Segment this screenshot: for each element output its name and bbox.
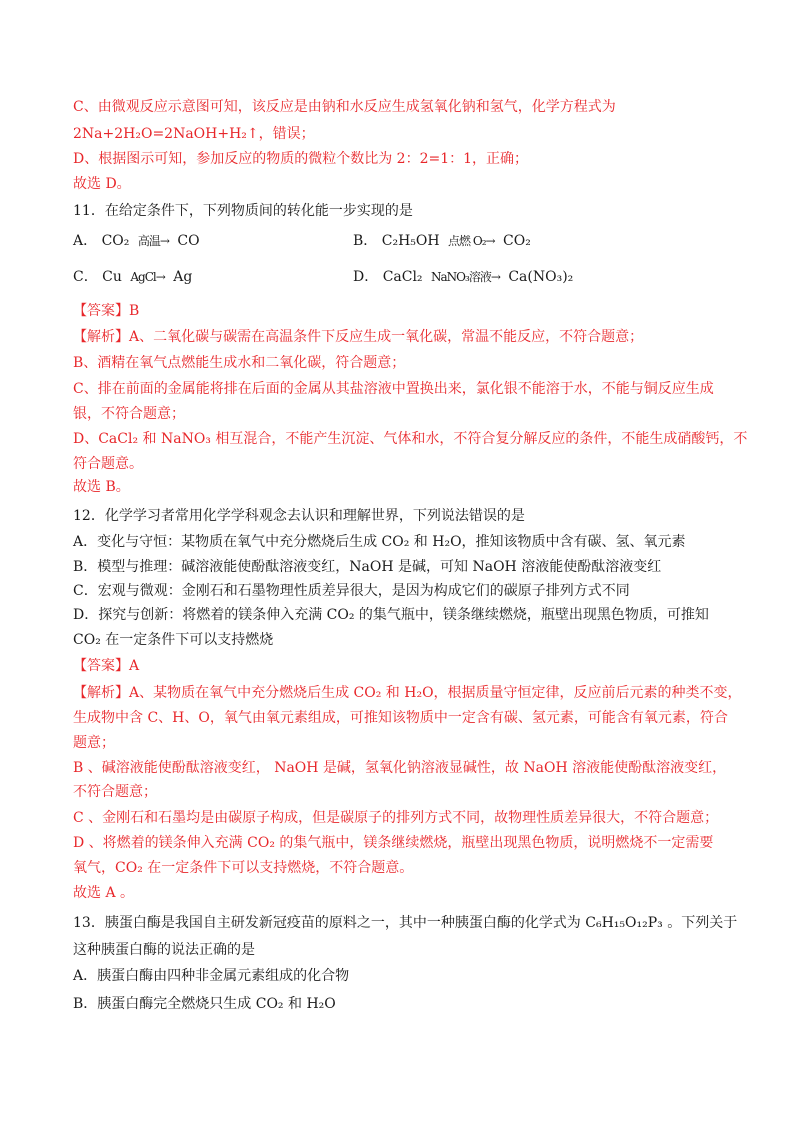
q11-d-arrow: NaNO₃溶液→ [431, 270, 500, 284]
prev-explanation-c-line1: C、由微观反应示意图可知，该反应是由钠和水反应生成氢氧化钠和氢气，化学方程式为 [73, 99, 616, 115]
q13-stem-line2: 这种胰蛋白酶的说法正确的是 [73, 942, 255, 958]
q11-d-to: Ca(NO₃)₂ [508, 269, 574, 285]
q11-c-condition: AgCl [130, 270, 156, 284]
prev-explanation-d: D、根据图示可知，参加反应的物质的微粒个数比为 2：2=1：1，正确； [73, 151, 529, 167]
prev-explanation-c-line2: 2Na+2H₂O=2NaOH+H₂↑，错误； [73, 126, 315, 142]
q11-a-arrow: 高温→ [137, 234, 169, 248]
q11-b-from: C₂H₅OH [381, 233, 440, 249]
q12-option-c: C．宏观与微观：金刚石和石墨物理性质差异很大，是因为构成它们的碳原子排列方式不同 [73, 583, 630, 599]
q11-d-from: CaCl₂ [382, 269, 423, 285]
q12-answer: 【答案】A [73, 658, 140, 674]
q11-explanation-line5: D、CaCl₂ 和 NaNO₃ 相互混合，不能产生沉淀、气体和水，不符合复分解反应的条件，不能生成硝酸钙，不 [73, 431, 748, 447]
q11-a-condition: 高温 [137, 234, 160, 248]
q11-option-d [353, 267, 573, 287]
q11-stem: 11．在给定条件下，下列物质间的转化能一步实现的是 [73, 203, 413, 219]
q11-option-a [73, 231, 200, 251]
q12-explanation-line4: B 、碱溶液能使酚酞溶液变红， NaOH 是碱，氢氧化钠溶液显碱性，故 NaOH 溶液能使酚酞溶液变红， [73, 760, 727, 776]
q11-d-label: D． [353, 269, 379, 285]
q11-b-to: CO₂ [503, 233, 531, 249]
q11-explanation-line2: B、酒精在氧气点燃能生成水和二氧化碳，符合题意； [73, 355, 406, 371]
q12-stem: 12．化学学习者常用化学学科观念去认识和理解世界，下列说法错误的是 [73, 508, 525, 524]
q12-option-b: B．模型与推理：碱溶液能使酚酞溶液变红，NaOH 是碱，可知 NaOH 溶液能使酚酞溶液变红 [73, 559, 662, 575]
q11-a-to: CO [177, 233, 200, 249]
q12-choose: 故选 A 。 [73, 885, 135, 901]
q11-explanation-line1: 【解析】A、二氧化碳与碳需在高温条件下反应生成一氧化碳，常温不能反应，不符合题意； [73, 329, 644, 345]
q12-explanation-line3: 题意； [73, 735, 115, 751]
q12-explanation-line8: 氧气，CO₂ 在一定条件下可以支持燃烧，不符合题意。 [73, 860, 414, 876]
q11-option-c [73, 267, 192, 287]
q11-b-condition: 点燃 O₂ [448, 234, 486, 248]
q11-explanation-line4: 银，不符合题意； [73, 406, 185, 422]
q11-b-arrow: 点燃 O₂→ [448, 234, 495, 248]
q11-c-from: Cu [102, 269, 122, 285]
q11-answer: 【答案】B [73, 303, 140, 319]
q13-stem-line1: 13．胰蛋白酶是我国自主研发新冠疫苗的原料之一，其中一种胰蛋白酶的化学式为 C₆H₁₅O₁₂P₃ 。下列关于 [73, 915, 738, 931]
q11-explanation-line6: 符合题意。 [73, 456, 143, 472]
prev-choose: 故选 D。 [73, 176, 131, 192]
q11-a-label: A． [73, 233, 98, 249]
q12-explanation-line7: D 、将燃着的镁条伸入充满 CO₂ 的集气瓶中，镁条继续燃烧，瓶壁出现黑色物质，说明燃烧不一定需要 [73, 835, 714, 851]
q12-explanation-line6: C 、金刚石和石墨均是由碳原子构成，但是碳原子的排列方式不同，故物理性质差异很大，不符合题意； [73, 810, 719, 826]
q11-c-arrow: AgCl→ [130, 270, 165, 284]
q11-c-to: Ag [173, 269, 193, 285]
q11-choose: 故选 B。 [73, 479, 130, 495]
q11-d-condition: NaNO₃溶液 [431, 270, 491, 284]
q11-c-label: C． [73, 269, 98, 285]
q11-b-label: B． [353, 233, 378, 249]
q11-explanation-line3: C、排在前面的金属能将排在后面的金属从其盐溶液中置换出来，氯化银不能溶于水，不能与铜反应生成 [73, 381, 714, 397]
q13-option-b: B．胰蛋白酶完全燃烧只生成 CO₂ 和 H₂O [73, 996, 336, 1012]
q12-explanation-line2: 生成物中含 C、H、O，氧气由氧元素组成，可推知该物质中一定含有碳、氢元素，可能含有氧元素，符合 [73, 710, 728, 726]
q12-explanation-line1: 【解析】A、某物质在氧气中充分燃烧后生成 CO₂ 和 H₂O，根据质量守恒定律，反应前后元素的种类不变， [73, 685, 742, 701]
q11-a-from: CO₂ [101, 233, 130, 249]
q12-option-d-line1: D．探究与创新：将燃着的镁条伸入充满 CO₂ 的集气瓶中，镁条继续燃烧，瓶壁出现黑色物质，可推知 [73, 607, 709, 623]
q13-option-a: A．胰蛋白酶由四种非金属元素组成的化合物 [73, 968, 350, 984]
q12-option-d-line2: CO₂ 在一定条件下可以支持燃烧 [73, 632, 274, 648]
q12-option-a: A．变化与守恒：某物质在氧气中充分燃烧后生成 CO₂ 和 H₂O，推知该物质中含有碳、氢、氧元素 [73, 534, 686, 550]
q12-explanation-line5: 不符合题意； [73, 784, 157, 800]
q11-option-b [353, 231, 531, 251]
